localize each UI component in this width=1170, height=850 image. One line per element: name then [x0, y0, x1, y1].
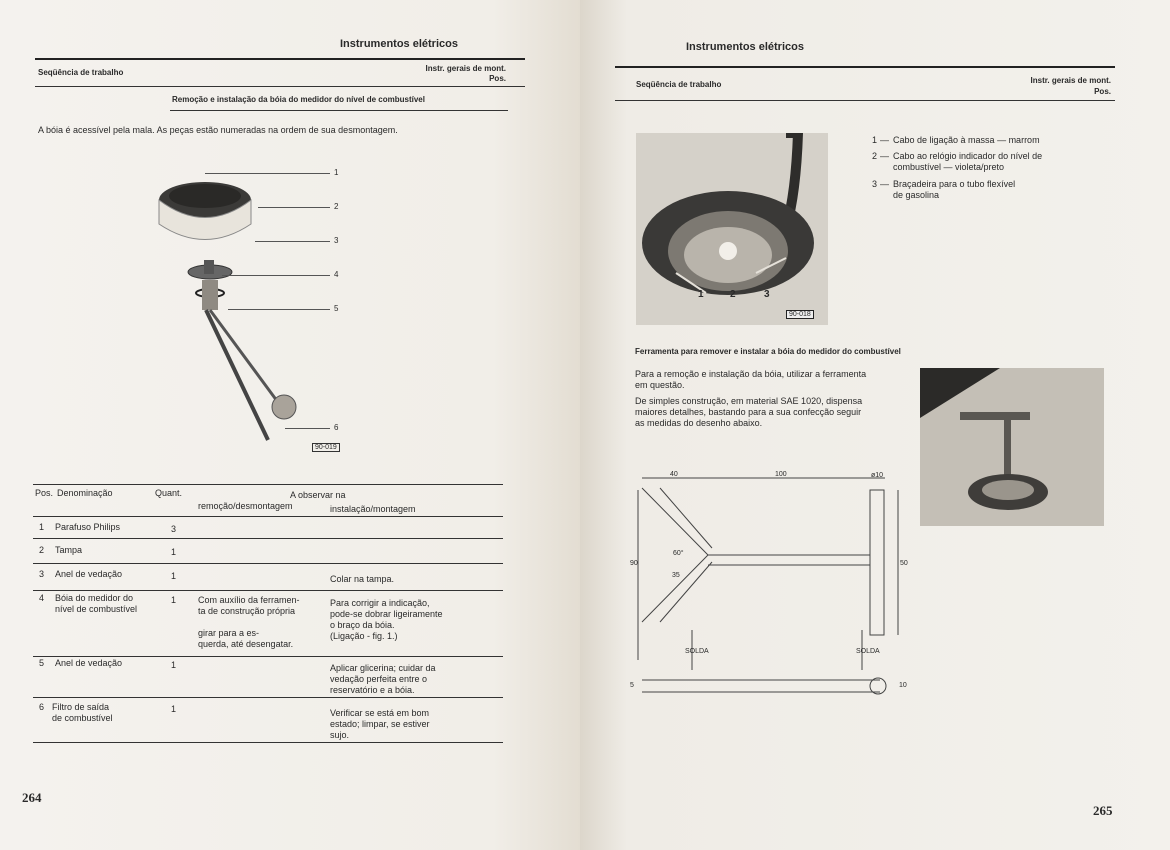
drawing-dim: 40 [670, 471, 678, 478]
left-seq-label: Seqüência de trabalho [38, 68, 124, 77]
photo-label: 2 [730, 289, 736, 300]
row-instalacao: Aplicar glicerina; cuidar da vedação perfeita entre o reservatório e a bóia. [330, 663, 436, 695]
right-seq-label: Seqüência de trabalho [636, 80, 722, 89]
photo-code: 90-018 [786, 310, 814, 319]
col-observar: A observar na [290, 490, 346, 500]
left-rule-2 [35, 86, 525, 87]
drawing-dim: 10 [899, 682, 907, 689]
row-pos: 4 [39, 593, 45, 603]
row-rule [33, 590, 503, 591]
tool-technical-drawing [630, 470, 910, 710]
float-exploded-figure [140, 160, 360, 460]
row-name: Bóia do medidor do nível de combustível [55, 593, 138, 614]
callout-line-3 [255, 241, 330, 242]
right-rule-2 [615, 100, 1115, 101]
callout-line-4 [222, 275, 330, 276]
tank-float-photo [636, 133, 828, 325]
row-instalacao: Para corrigir a indicação, pode-se dobrar ligeiramente o braço da bóia. (Ligação - fig. 1.) [330, 598, 443, 641]
tool-title: Ferramenta para remover e instalar a bóia do medidor do combustível [635, 347, 901, 356]
row-quant: 1 [171, 547, 177, 557]
row-remocao: Com auxílio da ferramen- ta de construção própria girar para a es- querda, até desengatar. [198, 595, 300, 649]
photo-label: 3 [764, 289, 770, 300]
right-instr-label: Instr. gerais de mont. [1030, 76, 1111, 85]
left-instr-label: Instr. gerais de mont. [425, 64, 506, 73]
page-number-right: 265 [1093, 803, 1113, 818]
right-header-title: Instrumentos elétricos [686, 41, 804, 53]
row-quant: 3 [171, 524, 177, 534]
callout-label: 2 [334, 202, 339, 211]
drawing-dim: 5 [630, 682, 634, 689]
col-remocao: remoção/desmontagem [198, 501, 293, 511]
callout-line-1 [205, 173, 330, 174]
callout-label: 5 [334, 304, 339, 313]
callout-label: 4 [334, 270, 339, 279]
tool-paragraph-2: De simples construção, em material SAE 1020, dispensa maiores detalhes, bastando para a sua confecção seguir as medidas do desenho abaixo. [635, 396, 863, 428]
row-pos: 3 [39, 569, 45, 579]
left-header-rule [35, 58, 525, 60]
col-denominacao: Denominação [57, 488, 113, 498]
row-rule [33, 563, 503, 564]
callout-line-6 [285, 428, 330, 429]
row-quant: 1 [171, 660, 177, 670]
legend-text: Cabo de ligação à massa — marrom [893, 135, 1040, 145]
row-pos: 1 [39, 522, 45, 532]
row-name: Anel de vedação [55, 569, 123, 579]
callout-label: 1 [334, 168, 339, 177]
row-quant: 1 [171, 704, 177, 714]
drawing-dim: 90 [630, 560, 638, 567]
row-quant: 1 [171, 571, 177, 581]
legend-text: Braçadeira para o tubo flexível de gasolina [893, 179, 1016, 200]
page-number-left: 264 [22, 790, 42, 805]
left-section-title: Remoção e instalação da bóia do medidor do nível de combustível [172, 95, 425, 104]
table-top-rule [33, 484, 503, 485]
row-pos: 2 [39, 545, 45, 555]
legend-num: 1 [872, 135, 878, 145]
callout-label: 6 [334, 423, 339, 432]
row-instalacao: Colar na tampa. [330, 574, 395, 584]
row-instalacao: Verificar se está em bom estado; limpar, se estiver sujo. [330, 708, 430, 740]
col-pos: Pos. [35, 488, 54, 498]
callout-label: 3 [334, 236, 339, 245]
row-name: Filtro de saída de combustível [52, 702, 113, 723]
row-quant: 1 [171, 595, 177, 605]
drawing-dim: 100 [775, 471, 787, 478]
left-rule-3 [170, 110, 508, 111]
row-pos: 5 [39, 658, 45, 668]
legend-text: Cabo ao relógio indicador do nível de combustível — violeta/preto [893, 151, 1043, 172]
table-bottom-rule [33, 742, 503, 743]
right-pos-label: Pos. [1094, 87, 1111, 96]
col-instalacao: instalação/montagem [330, 504, 416, 514]
photo-label: 1 [698, 289, 704, 300]
right-page: Instrumentos elétricos Seqüência de trabalho Instr. gerais de mont. Pos. 90-018 1 2 3 1 — Cabo de ligação à massa — marrom 2 — Cabo ao relógio indicador do nível de combustível — violeta/preto 3 — Braçadeira para o tubo flexível de gasolina Ferramenta para remover e instalar a bóia do medidor do combustível Para a remoção e instalação da bóia, utilizar a ferramenta em questão. De simples construção, em material SAE 1020, dispensa maiores detalhes, bastando para a sua confecção seguir as medidas do desenho abaixo. 40 100 ø10 90 50 60° 35 SOLDA SOLDA 5 10 265 [580, 0, 1170, 850]
right-header-rule [615, 66, 1115, 68]
row-name: Tampa [55, 545, 83, 555]
drawing-dim: ø10 [871, 472, 884, 479]
callout-line-2 [258, 207, 330, 208]
drawing-dim: SOLDA [685, 648, 709, 655]
drawing-dim: 50 [900, 560, 908, 567]
row-rule [33, 538, 503, 539]
left-header-title: Instrumentos elétricos [340, 38, 458, 50]
row-name: Anel de vedação [55, 658, 123, 668]
table-header-rule [33, 516, 503, 517]
drawing-dim: 35 [672, 572, 680, 579]
legend-num: 2 [872, 151, 878, 161]
callout-line-5 [228, 309, 330, 310]
row-rule [33, 656, 503, 657]
left-page [0, 0, 580, 850]
col-quant: Quant. [155, 488, 183, 498]
legend-num: 3 [872, 179, 878, 189]
left-pos-label: Pos. [489, 74, 506, 83]
row-pos: 6 [39, 702, 45, 712]
row-name: Parafuso Philips [55, 522, 121, 532]
row-rule [33, 697, 503, 698]
tool-photo [920, 368, 1104, 526]
tool-paragraph-1: Para a remoção e instalação da bóia, utilizar a ferramenta em questão. [635, 369, 867, 390]
left-intro: A bóia é acessível pela mala. As peças estão numeradas na ordem de sua desmontagem. [38, 125, 398, 135]
drawing-dim: 60° [673, 550, 684, 557]
drawing-dim: SOLDA [856, 648, 880, 655]
figure-code: 90-019 [312, 443, 340, 452]
